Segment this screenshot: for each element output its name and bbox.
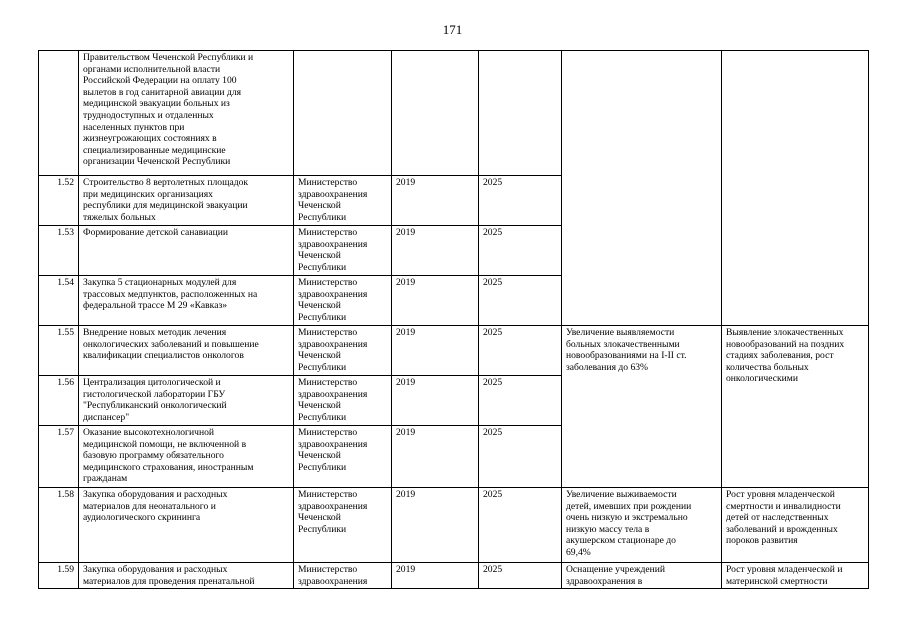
end-year: 2025 <box>479 426 562 488</box>
measure-text: Централизация цитологической и гистологической лаборатории ГБУ "Республиканский онкологический диспансер" <box>79 376 294 426</box>
start-year: 2019 <box>392 488 479 563</box>
table-row <box>39 488 869 563</box>
consequence-text: Выявление злокачественных новообразований на поздних стадиях заболевания, рост количества больных онкологическими <box>722 326 869 488</box>
table-row <box>39 326 869 376</box>
consequence-text: Рост уровня младенческой и материнской смертности <box>722 563 869 589</box>
executor-text: Министерство здравоохранения Чеченской Республики <box>294 226 392 276</box>
end-year: 2025 <box>479 276 562 326</box>
start-year: 2019 <box>392 176 479 226</box>
measure-text: Строительство 8 вертолетных площадок при медицинских организациях республики для медицинской эвакуации тяжелых больных <box>79 176 294 226</box>
executor-text: Министерство здравоохранения <box>294 563 392 589</box>
measure-text: Закупка оборудования и расходных материалов для проведения пренатальной <box>79 563 294 589</box>
table-row <box>39 51 869 176</box>
end-year: 2025 <box>479 176 562 226</box>
executor-text: Министерство здравоохранения Чеченской Республики <box>294 488 392 563</box>
row-number: 1.57 <box>39 426 79 488</box>
start-year: 2019 <box>392 376 479 426</box>
table-row <box>39 563 869 589</box>
measures-table <box>38 50 869 589</box>
executor-text: Министерство здравоохранения Чеченской Республики <box>294 176 392 226</box>
start-year: 2019 <box>392 276 479 326</box>
start-year: 2019 <box>392 563 479 589</box>
executor-text: Министерство здравоохранения Чеченской Республики <box>294 426 392 488</box>
start-year <box>392 51 479 176</box>
end-year <box>479 51 562 176</box>
consequence-text: Рост уровня младенческой смертности и инвалидности детей от наследственных заболеваний и врожденных пороков развития <box>722 488 869 563</box>
row-number: 1.58 <box>39 488 79 563</box>
measure-text: Формирование детской санавиации <box>79 226 294 276</box>
measure-text: Закупка оборудования и расходных материалов для неонатального и аудиологического скрининга <box>79 488 294 563</box>
measure-text: Закупка 5 стационарных модулей для трассовых медпунктов, расположенных на федеральной трассе М 29 «Кавказ» <box>79 276 294 326</box>
start-year: 2019 <box>392 426 479 488</box>
executor-text: Министерство здравоохранения Чеченской Республики <box>294 326 392 376</box>
measure-text: Правительством Чеченской Республики и органами исполнительной власти Российской Федерации на оплату 100 вылетов в год санитарной авиации для медицинской эвакуации больных из труднодоступных и отдаленных населенных пунктов при жизнеугрожающих состояниях в специализированные медицинские организации Чеченской Республики <box>79 51 294 176</box>
row-number: 1.54 <box>39 276 79 326</box>
result-text: Оснащение учреждений здравоохранения в <box>562 563 722 589</box>
measure-text: Внедрение новых методик лечения онкологических заболеваний и повышение квалификации специалистов онкологов <box>79 326 294 376</box>
executor-text <box>294 51 392 176</box>
end-year: 2025 <box>479 563 562 589</box>
result-text: Увеличение выживаемости детей, имевших при рождении очень низкую и экстремально низкую массу тела в акушерском стационаре до 69,4% <box>562 488 722 563</box>
row-number: 1.52 <box>39 176 79 226</box>
result-cell-empty <box>562 51 722 326</box>
row-number: 1.59 <box>39 563 79 589</box>
start-year: 2019 <box>392 226 479 276</box>
row-number: 1.55 <box>39 326 79 376</box>
executor-text: Министерство здравоохранения Чеченской Республики <box>294 376 392 426</box>
end-year: 2025 <box>479 326 562 376</box>
result-text: Увеличение выявляемости больных злокачественными новообразованиями на I-II ст. заболевания до 63% <box>562 326 722 488</box>
page-number: 171 <box>442 22 463 37</box>
end-year: 2025 <box>479 488 562 563</box>
consequence-cell-empty <box>722 51 869 326</box>
row-number: 1.56 <box>39 376 79 426</box>
end-year: 2025 <box>479 226 562 276</box>
start-year: 2019 <box>392 326 479 376</box>
measure-text: Оказание высокотехнологичной медицинской помощи, не включенной в базовую программу обязательного медицинского страхования, иностранным гражданам <box>79 426 294 488</box>
executor-text: Министерство здравоохранения Чеченской Республики <box>294 276 392 326</box>
row-number: 1.53 <box>39 226 79 276</box>
row-number <box>39 51 79 176</box>
end-year: 2025 <box>479 376 562 426</box>
